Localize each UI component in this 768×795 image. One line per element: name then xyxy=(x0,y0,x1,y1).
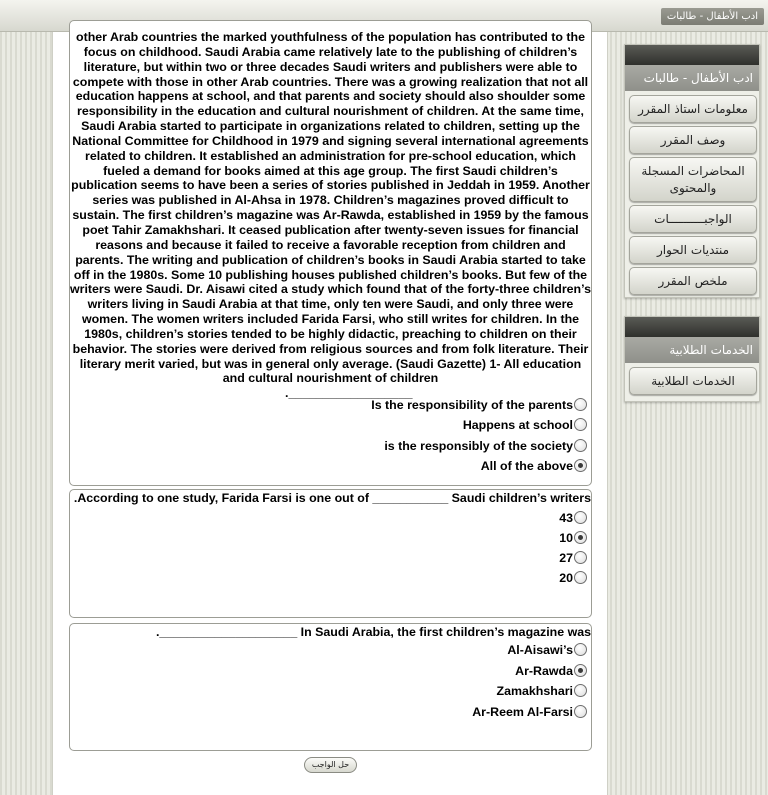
question-2-prompt xyxy=(70,491,591,506)
question-3-prompt-text: .____________________ In Saudi Arabia, the first children’s magazine was xyxy=(155,625,591,639)
q2-option-2-label: 10 xyxy=(559,530,573,545)
course-menu-panel xyxy=(624,44,760,298)
q1-option-3-radio[interactable] xyxy=(574,439,587,452)
question-3 xyxy=(69,623,592,751)
q2-option-2-radio[interactable] xyxy=(574,531,587,544)
q1-option-2-label: Happens at school xyxy=(462,417,573,432)
question-3-prompt xyxy=(70,625,591,640)
course-menu-title: ادب الأطفال - طالبات xyxy=(625,65,759,91)
q3-option-2[interactable] xyxy=(515,663,587,678)
q2-option-4[interactable] xyxy=(559,570,587,585)
sidebar-item-assignments[interactable]: الواجبــــــــــات xyxy=(629,205,757,233)
q3-option-1-radio[interactable] xyxy=(574,643,587,656)
q3-option-1[interactable] xyxy=(507,642,587,657)
q1-option-3-label: is the responsibly of the society xyxy=(384,438,573,453)
q2-option-4-label: 20 xyxy=(559,570,573,585)
q2-option-1-label: 43 xyxy=(559,510,573,525)
q3-option-2-radio[interactable] xyxy=(574,664,587,677)
q1-option-4-radio[interactable] xyxy=(574,459,587,472)
question-2 xyxy=(69,489,592,618)
sidebar-item-instructor-info[interactable]: معلومات استاذ المقرر xyxy=(629,95,757,123)
q3-option-2-label: Ar-Rawda xyxy=(515,663,573,678)
student-services-panel xyxy=(624,316,760,402)
q1-option-4[interactable] xyxy=(481,458,587,473)
assignment-content xyxy=(52,32,608,795)
q3-option-3-radio[interactable] xyxy=(574,684,587,697)
q2-option-3-label: 27 xyxy=(559,550,573,565)
q1-option-1[interactable] xyxy=(371,397,587,412)
q2-option-2[interactable] xyxy=(559,530,587,545)
q3-option-4[interactable] xyxy=(472,704,587,719)
panel-header-bar xyxy=(625,317,759,337)
q2-option-4-radio[interactable] xyxy=(574,571,587,584)
q1-option-2[interactable] xyxy=(463,417,587,432)
q1-option-1-radio[interactable] xyxy=(574,398,587,411)
q2-option-1-radio[interactable] xyxy=(574,511,587,524)
panel-header-bar xyxy=(625,45,759,65)
sidebar-item-recorded-lectures[interactable]: المحاضرات المسجلة والمحتوى xyxy=(629,157,757,202)
question-1-passage xyxy=(70,30,591,401)
question-1-text: other Arab countries the marked youthfulness of the population has contributed to the focus on childhood. Saudi Arabia came relatively late to the publishing of children’s literature, but within two or three decades Saudi writers and publishers were able to compete with those in other Arab countries. There was a growing realization that not all education happens at school, and that parents and society should also shoulder some responsibility in the education and cultural nourishment of children. At the same time, Saudi Arabia started to participate in organizations related to children, setting up the National Committee for Childhood in 1979 and signing several international agreements related to children. It established an administration for pre-school education, which fueled a demand for books aimed at this age group. The first Saudi children’s publication seems to have been a series of stories published in Jeddah in 1959. Another series was published in Al-Ahsa in 1978. Children’s magazines proved difficult to sustain. The first children’s magazine was Ar-Rawda, established in 1959 by the famous poet Tahir Zamakhshari. It ceased publication after twenty-seven issues for financial reasons and because it failed to receive a favorable reception from children and parents. The writing and publication of children’s books in Saudi Arabia started to take off in the 1980s. Some 10 publishing houses published children’s books. But few of the writers were Saudi. Dr. Aisawi cited a study which found that of the forty-three children’s writers living in Saudi Arabia at that time, only ten were Saudi, and only three were women. The women writers included Farida Farsi, who still writes for children. In the 1980s, children’s stories tended to be highly didactic, preaching to children on their behavior. The stories were derived from religious sources and from folk literature. Their literary merit varied, but was in general only average. (Saudi Gazette) 1- All education and cultural nourishment of children xyxy=(70,30,591,386)
q3-option-4-radio[interactable] xyxy=(574,705,587,718)
q3-option-3[interactable] xyxy=(497,683,587,698)
question-2-prompt-text: .According to one study, Farida Farsi is one out of ___________ Saudi children’s writers xyxy=(73,491,591,505)
window-title: ادب الأطفال - طالبات xyxy=(661,8,764,25)
sidebar-item-course-description[interactable]: وصف المقرر xyxy=(629,126,757,154)
q2-option-3[interactable] xyxy=(559,550,587,565)
q2-option-1[interactable] xyxy=(559,510,587,525)
q1-option-3[interactable] xyxy=(384,438,587,453)
q3-option-4-label: Ar-Reem Al-Farsi xyxy=(472,704,573,719)
sidebar-item-course-summary[interactable]: ملخص المقرر xyxy=(629,267,757,295)
sidebar-item-discussion-forums[interactable]: منتديات الحوار xyxy=(629,236,757,264)
q1-option-4-label: All of the above xyxy=(480,458,573,473)
q3-option-1-label: Al-Aisawi’s xyxy=(507,642,573,657)
q1-option-1-label: Is the responsibility of the parents xyxy=(371,397,573,412)
submit-homework-button[interactable]: حل الواجب xyxy=(304,757,357,773)
q3-option-3-label: Zamakhshari xyxy=(496,683,573,698)
q1-option-2-radio[interactable] xyxy=(574,418,587,431)
q2-option-3-radio[interactable] xyxy=(574,551,587,564)
question-1-blank: .__________________ xyxy=(285,386,413,401)
student-services-title: الخدمات الطلابية xyxy=(625,337,759,363)
sidebar-item-student-services[interactable]: الخدمات الطلابية xyxy=(629,367,757,395)
question-1 xyxy=(69,20,592,486)
